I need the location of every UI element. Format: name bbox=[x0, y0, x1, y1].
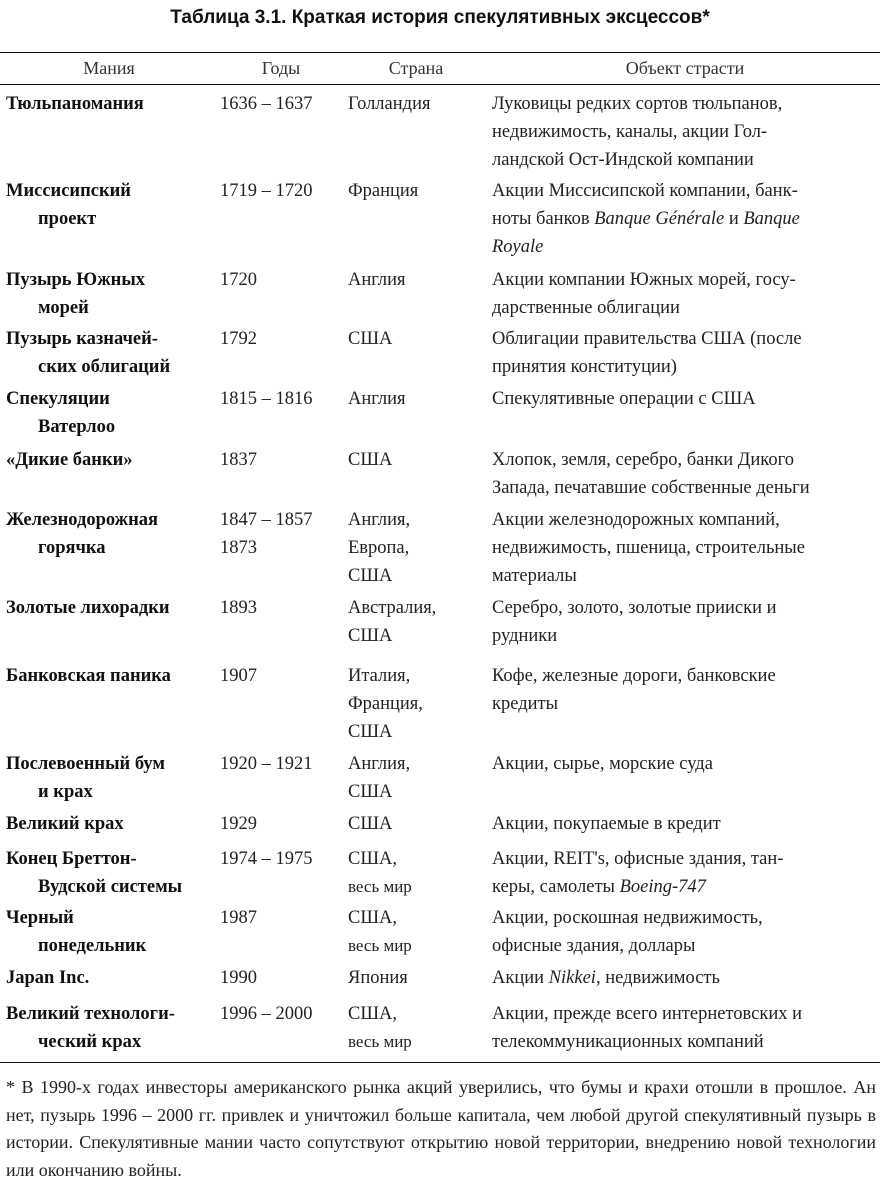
row-3-country: Англия bbox=[348, 270, 406, 290]
header-country: Страна bbox=[388, 58, 444, 78]
row-4-years: 1792 bbox=[220, 329, 257, 349]
table-top-rule bbox=[0, 52, 880, 53]
row-12-mania: Конец Бреттон- Вудской системы bbox=[6, 849, 183, 897]
row-6-mania: «Дикие банки» bbox=[6, 450, 133, 470]
row-1-country: Голландия bbox=[348, 94, 431, 114]
row-12-object: Акции, REIT's, офисные здания, тан- керы, самолеты Boeing-747 bbox=[492, 849, 784, 897]
header-mania: Мания bbox=[83, 58, 135, 78]
row-15-object: Акции, прежде всего интернетовских и телекоммуникационных компаний bbox=[492, 1004, 803, 1052]
row-8-country: Австралия, США bbox=[348, 598, 437, 646]
table-header-rule bbox=[0, 84, 880, 85]
row-15-years: 1996 – 2000 bbox=[220, 1004, 313, 1024]
row-10-mania: Послевоенный бум и крах bbox=[6, 754, 165, 802]
row-6-country: США bbox=[348, 450, 393, 470]
row-10-years: 1920 – 1921 bbox=[220, 754, 313, 774]
row-4-country: США bbox=[348, 329, 393, 349]
row-12-country: США, весь мир bbox=[348, 849, 412, 896]
header-object: Объект страсти bbox=[625, 58, 745, 78]
table-title: Таблица 3.1. Краткая история спекулятивных эксцессов* bbox=[170, 7, 710, 28]
row-13-country: США, весь мир bbox=[348, 908, 412, 955]
row-5-object: Спекулятивные операции с США bbox=[492, 389, 756, 409]
row-1-mania: Тюльпаномания bbox=[6, 94, 144, 114]
row-11-object: Акции, покупаемые в кредит bbox=[492, 814, 721, 834]
row-9-country: Италия, Франция, США bbox=[348, 666, 423, 742]
row-6-object: Хлопок, земля, серебро, банки Дикого Запада, печатавшие собственные деньги bbox=[492, 450, 810, 498]
row-11-years: 1929 bbox=[220, 814, 257, 834]
row-14-years: 1990 bbox=[220, 968, 257, 988]
row-6-years: 1837 bbox=[220, 450, 257, 470]
row-4-object: Облигации правительства США (после принятия конституции) bbox=[492, 329, 802, 377]
row-13-years: 1987 bbox=[220, 908, 257, 928]
row-2-mania: Миссисипский проект bbox=[6, 181, 131, 229]
row-14-country: Япония bbox=[348, 968, 408, 988]
row-5-country: Англия bbox=[348, 389, 406, 409]
row-4-mania: Пузырь казначей- ских облигаций bbox=[6, 329, 171, 377]
row-14-object: Акции Nikkei, недвижимость bbox=[492, 968, 720, 988]
row-5-mania: Спекуляции Ватерлоо bbox=[6, 389, 116, 437]
row-8-years: 1893 bbox=[220, 598, 257, 618]
row-14-mania: Japan Inc. bbox=[6, 968, 90, 988]
row-1-object: Луковицы редких сортов тюльпанов, недвижимость, каналы, акции Гол- ландской Ост-Индской компании bbox=[492, 94, 783, 170]
row-11-mania: Великий крах bbox=[6, 814, 124, 834]
row-7-country: Англия, Европа, США bbox=[348, 510, 411, 586]
row-9-mania: Банковская паника bbox=[6, 666, 171, 686]
row-5-years: 1815 – 1816 bbox=[220, 389, 313, 409]
row-15-mania: Великий технологи- ческий крах bbox=[6, 1004, 175, 1052]
row-1-years: 1636 – 1637 bbox=[220, 94, 313, 114]
row-3-object: Акции компании Южных морей, госу- дарственные облигации bbox=[492, 270, 796, 318]
row-8-mania: Золотые лихорадки bbox=[6, 598, 170, 618]
row-10-country: Англия, США bbox=[348, 754, 411, 802]
row-2-years: 1719 – 1720 bbox=[220, 181, 313, 201]
row-12-years: 1974 – 1975 bbox=[220, 849, 313, 869]
row-7-years: 1847 – 1857 1873 bbox=[220, 510, 313, 558]
row-15-country: США, весь мир bbox=[348, 1004, 412, 1051]
row-13-mania: Черный понедельник bbox=[6, 908, 147, 956]
row-2-country: Франция bbox=[348, 181, 419, 201]
row-11-country: США bbox=[348, 814, 393, 834]
header-years: Годы bbox=[261, 58, 301, 78]
table-bottom-rule bbox=[0, 1062, 880, 1063]
row-7-mania: Железнодорожная горячка bbox=[6, 510, 158, 558]
row-7-object: Акции железнодорожных компаний, недвижимость, пшеница, строительные материалы bbox=[492, 510, 805, 586]
row-9-object: Кофе, железные дороги, банковские кредиты bbox=[492, 666, 776, 714]
row-9-years: 1907 bbox=[220, 666, 257, 686]
row-3-mania: Пузырь Южных морей bbox=[6, 270, 146, 318]
row-2-object: Акции Миссисипской компании, банк- ноты банков Banque Générale и Banque Royale bbox=[492, 181, 800, 257]
row-13-object: Акции, роскошная недвижимость, офисные здания, доллары bbox=[492, 908, 763, 956]
row-8-object: Серебро, золото, золотые прииски и рудники bbox=[492, 598, 777, 646]
row-3-years: 1720 bbox=[220, 270, 257, 290]
row-10-object: Акции, сырье, морские суда bbox=[492, 754, 713, 774]
table-footnote: * В 1990-х годах инвесторы американского рынка акций уверились, что бумы и крахи отошли в прошлое. Ан нет, пузырь 1996 – 2000 гг. привлек и уничтожил больше капитала, чем любой другой спекулятивный пузырь в истории. Спекулятивные мании часто сопутствуют открытию новой территории, внедрению новой технологии или окончанию войны. bbox=[6, 1077, 876, 1180]
